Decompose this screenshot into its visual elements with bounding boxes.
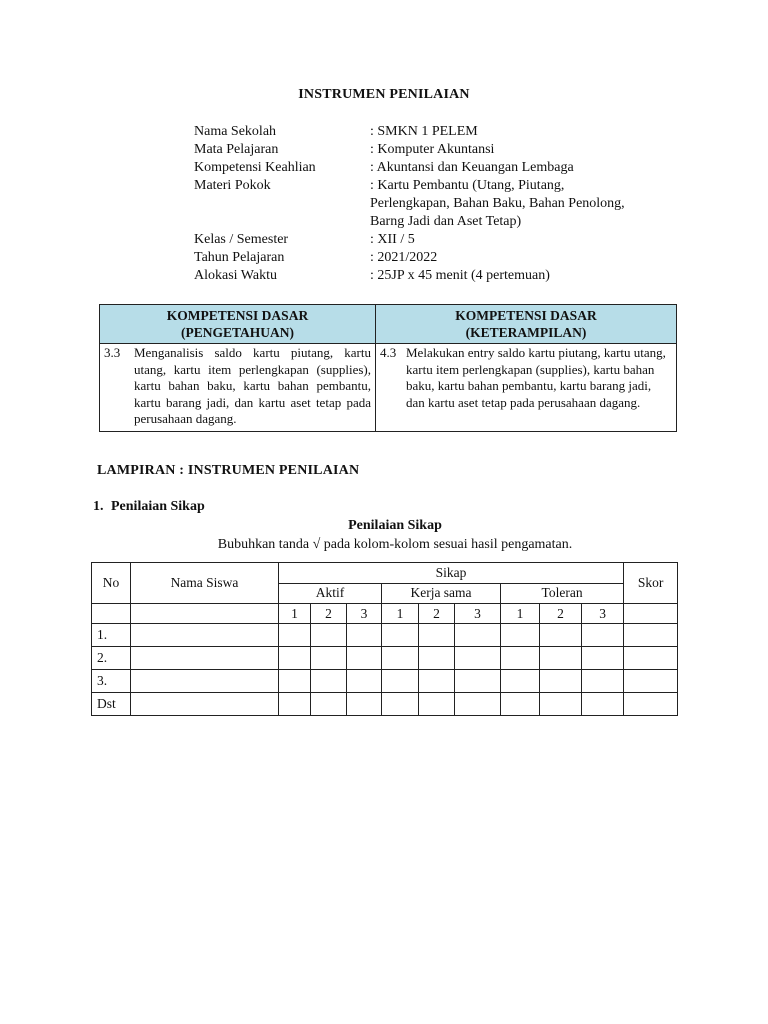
check-cell[interactable] xyxy=(455,693,501,716)
student-name-cell[interactable] xyxy=(131,670,279,693)
competency-text: Menganalisis saldo kartu piutang, kartu utang, kartu item perlengkapan (supplies), kartu bahan baku, kartu bahan pembantu, kartu barang jadi, dan kartu aset tetap pada perusahaan dagang. xyxy=(134,345,371,426)
check-cell[interactable] xyxy=(455,670,501,693)
score-cell[interactable] xyxy=(624,693,678,716)
header-skor: Skor xyxy=(624,563,678,604)
info-label: Tahun Pelajaran xyxy=(194,250,285,265)
check-cell[interactable] xyxy=(382,670,419,693)
score-cell[interactable] xyxy=(624,624,678,647)
header-aktif: Aktif xyxy=(279,583,382,604)
row-number: 2. xyxy=(92,647,131,670)
table-title: Penilaian Sikap xyxy=(348,518,442,533)
empty-cell xyxy=(131,604,279,624)
student-name-cell[interactable] xyxy=(131,693,279,716)
competency-skill-cell xyxy=(376,344,677,432)
info-row-topic xyxy=(194,177,625,231)
check-cell[interactable] xyxy=(582,647,624,670)
document-title: INSTRUMEN PENILAIAN xyxy=(298,87,470,102)
score-header: 2 xyxy=(540,604,582,624)
score-header: 2 xyxy=(419,604,455,624)
competency-header-skill: KOMPETENSI DASAR (KETERAMPILAN) xyxy=(376,305,677,344)
student-name-cell[interactable] xyxy=(131,624,279,647)
info-value: : SMKN 1 PELEM xyxy=(370,124,478,139)
empty-cell xyxy=(624,604,678,624)
check-cell[interactable] xyxy=(501,693,540,716)
competency-knowledge-cell xyxy=(100,344,376,432)
info-value: : Akuntansi dan Keuangan Lembaga xyxy=(370,160,574,175)
check-cell[interactable] xyxy=(347,624,382,647)
info-value: : XII / 5 xyxy=(370,232,415,247)
check-cell[interactable] xyxy=(311,670,347,693)
check-cell[interactable] xyxy=(382,647,419,670)
lampiran-heading: LAMPIRAN : INSTRUMEN PENILAIAN xyxy=(97,463,360,478)
check-cell[interactable] xyxy=(382,624,419,647)
competency-text: Melakukan entry saldo kartu piutang, kartu utang, kartu item perlengkapan (supplies), kartu bahan baku, kartu bahan pembantu, kartu barang jadi, dan kartu aset tetap pada perusahaan dagang. xyxy=(406,345,666,410)
table-row xyxy=(92,670,678,693)
table-row xyxy=(92,647,678,670)
check-cell[interactable] xyxy=(540,670,582,693)
check-cell[interactable] xyxy=(419,670,455,693)
score-header: 1 xyxy=(279,604,311,624)
check-cell[interactable] xyxy=(279,647,311,670)
score-header: 2 xyxy=(311,604,347,624)
score-header: 1 xyxy=(501,604,540,624)
score-header: 3 xyxy=(582,604,624,624)
header-sikap: Sikap xyxy=(279,563,624,584)
check-cell[interactable] xyxy=(419,693,455,716)
section-heading xyxy=(93,499,205,515)
check-cell[interactable] xyxy=(279,693,311,716)
header-kerja-sama: Kerja sama xyxy=(382,583,501,604)
check-cell[interactable] xyxy=(279,670,311,693)
score-cell[interactable] xyxy=(624,647,678,670)
score-header: 3 xyxy=(347,604,382,624)
check-cell[interactable] xyxy=(311,693,347,716)
score-header: 3 xyxy=(455,604,501,624)
instruction-text: Bubuhkan tanda √ pada kolom-kolom sesuai hasil pengamatan. xyxy=(217,537,573,552)
info-value: : Kartu Pembantu (Utang, Piutang, Perlengkapan, Bahan Baku, Bahan Penolong, Barng Jadi dan Aset Tetap) xyxy=(370,178,625,229)
row-number: Dst xyxy=(92,693,131,716)
info-row-time xyxy=(194,267,625,285)
section-title: Penilaian Sikap xyxy=(111,499,205,514)
table-row xyxy=(92,624,678,647)
score-header: 1 xyxy=(382,604,419,624)
info-label: Alokasi Waktu xyxy=(194,268,277,283)
check-cell[interactable] xyxy=(419,624,455,647)
check-cell[interactable] xyxy=(540,693,582,716)
check-cell[interactable] xyxy=(540,647,582,670)
empty-cell xyxy=(92,604,131,624)
table-row xyxy=(92,693,678,716)
info-row-subject xyxy=(194,141,625,159)
info-value: : 25JP x 45 menit (4 pertemuan) xyxy=(370,268,550,283)
info-label: Nama Sekolah xyxy=(194,124,277,139)
check-cell[interactable] xyxy=(455,647,501,670)
check-cell[interactable] xyxy=(501,647,540,670)
check-cell[interactable] xyxy=(419,647,455,670)
info-label: Kelas / Semester xyxy=(194,232,289,247)
check-cell[interactable] xyxy=(279,624,311,647)
check-cell[interactable] xyxy=(582,624,624,647)
check-cell[interactable] xyxy=(347,693,382,716)
info-label: Kompetensi Keahlian xyxy=(194,160,316,175)
info-value: : 2021/2022 xyxy=(370,250,438,265)
info-row-competency xyxy=(194,159,625,177)
check-cell[interactable] xyxy=(501,624,540,647)
check-cell[interactable] xyxy=(311,647,347,670)
check-cell[interactable] xyxy=(347,670,382,693)
info-label: Materi Pokok xyxy=(194,178,271,193)
student-name-cell[interactable] xyxy=(131,647,279,670)
check-cell[interactable] xyxy=(347,647,382,670)
check-cell[interactable] xyxy=(540,624,582,647)
competency-number: 4.3 xyxy=(380,345,397,360)
section-number: 1. xyxy=(93,499,104,514)
info-row-school xyxy=(194,123,625,141)
competency-number: 3.3 xyxy=(104,345,121,360)
header-toleran: Toleran xyxy=(501,583,624,604)
check-cell[interactable] xyxy=(382,693,419,716)
header-no: No xyxy=(92,563,131,604)
check-cell[interactable] xyxy=(582,693,624,716)
info-value: : Komputer Akuntansi xyxy=(370,142,495,157)
header-nama-siswa: Nama Siswa xyxy=(131,563,279,604)
score-cell[interactable] xyxy=(624,670,678,693)
info-label: Mata Pelajaran xyxy=(194,142,279,157)
check-cell[interactable] xyxy=(582,670,624,693)
check-cell[interactable] xyxy=(455,624,501,647)
check-cell[interactable] xyxy=(311,624,347,647)
attitude-assessment-table xyxy=(91,562,678,716)
row-number: 3. xyxy=(92,670,131,693)
check-cell[interactable] xyxy=(501,670,540,693)
competency-header-knowledge: KOMPETENSI DASAR (PENGETAHUAN) xyxy=(100,305,376,344)
competency-table xyxy=(99,304,677,432)
info-row-year xyxy=(194,249,625,267)
document-info xyxy=(194,123,625,285)
row-number: 1. xyxy=(92,624,131,647)
info-row-class xyxy=(194,231,625,249)
